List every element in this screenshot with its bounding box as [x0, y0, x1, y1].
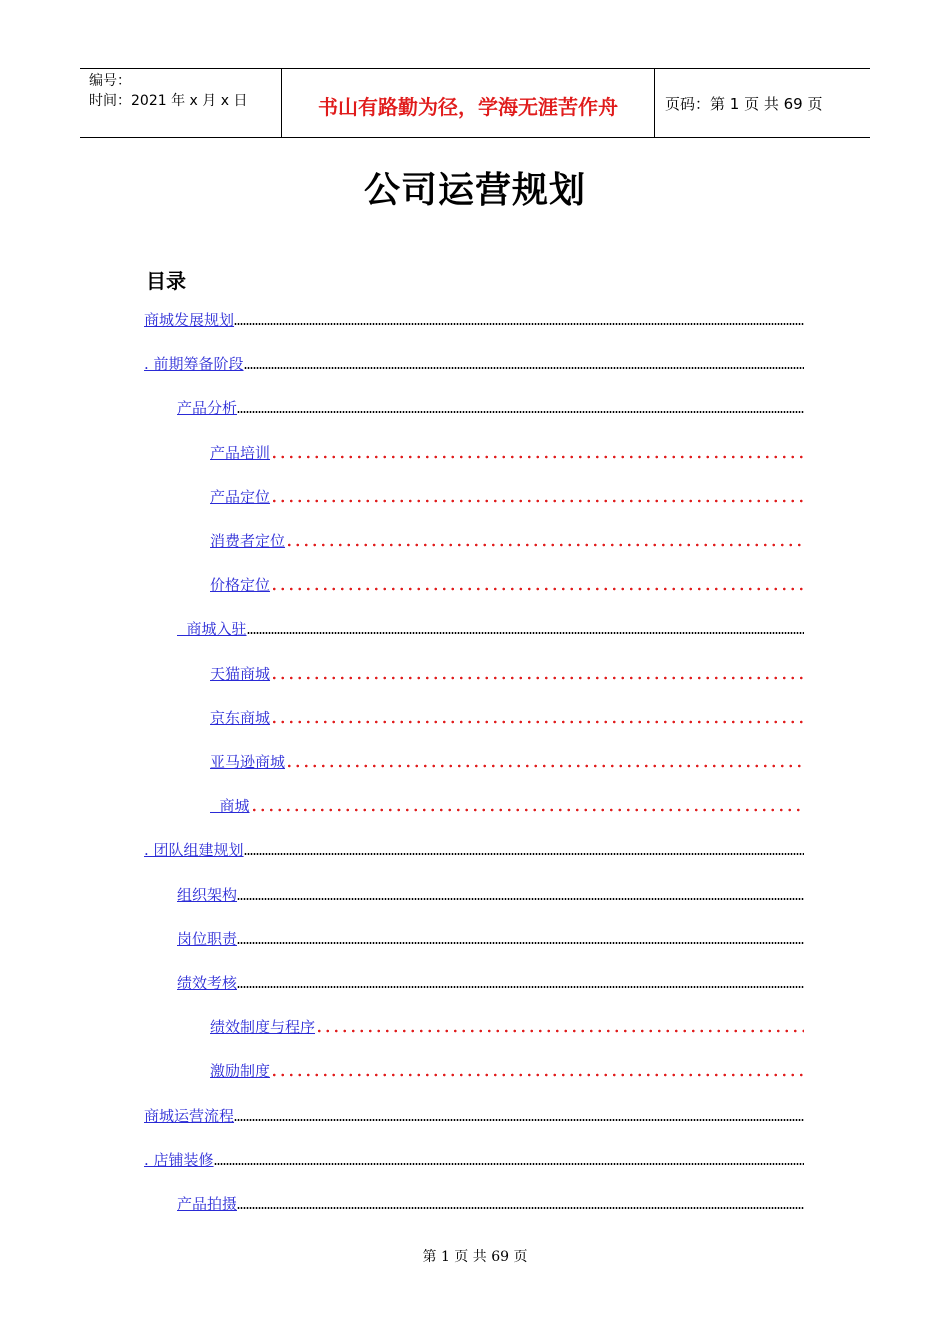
toc-dot-leader	[237, 985, 804, 989]
document-date: 时间：2021 年 x 月 x 日	[89, 93, 248, 109]
toc-entry-link[interactable]: 激励制度	[210, 1062, 271, 1081]
toc-entry[interactable]	[210, 1013, 804, 1037]
toc-heading: 目录	[146, 269, 186, 293]
toc-dot-leader	[315, 1029, 804, 1033]
toc-dot-leader	[270, 676, 804, 680]
toc-dot-leader	[270, 587, 804, 591]
toc-dot-leader	[237, 410, 804, 414]
toc-entry-link[interactable]: 价格定位	[210, 576, 271, 595]
toc-entry[interactable]	[177, 615, 804, 639]
toc-entry-link[interactable]: 商城入驻	[177, 620, 247, 639]
toc-entry[interactable]	[210, 483, 804, 507]
toc-entry[interactable]	[210, 571, 804, 595]
toc-entry[interactable]	[144, 306, 804, 330]
toc-entry-link[interactable]: 产品分析	[177, 399, 238, 418]
toc-dot-leader	[244, 852, 804, 856]
toc-entry[interactable]	[210, 792, 804, 816]
page-footer: 第 1 页 共 69 页	[422, 1249, 528, 1265]
toc-dot-leader	[250, 808, 804, 812]
toc-entry[interactable]	[144, 836, 804, 860]
toc-entry-link[interactable]: 商城发展规划	[144, 311, 235, 329]
toc-entry[interactable]	[144, 350, 804, 374]
toc-entry[interactable]	[210, 439, 804, 463]
toc-entry-link[interactable]: . 团队组建规划	[144, 841, 244, 860]
toc-entry-link[interactable]: 京东商城	[210, 708, 271, 727]
toc-entry[interactable]	[177, 969, 804, 993]
toc-dot-leader	[234, 322, 804, 326]
toc-entry[interactable]	[210, 704, 804, 728]
toc-dot-leader	[285, 764, 804, 768]
toc-entry-link[interactable]: 产品拍摄	[177, 1195, 238, 1213]
toc-entry-link[interactable]: 产品定位	[210, 487, 271, 506]
toc-entry[interactable]	[177, 394, 804, 418]
toc-entry[interactable]	[210, 660, 804, 684]
header-meta	[80, 69, 282, 137]
toc-dot-leader	[234, 1118, 804, 1122]
toc-dot-leader	[270, 720, 804, 724]
toc-entry[interactable]	[144, 1102, 804, 1126]
toc-entry-link[interactable]: 组织架构	[177, 885, 238, 904]
toc-dot-leader	[247, 631, 804, 635]
toc-dot-leader	[285, 543, 804, 547]
toc-dot-leader	[244, 366, 804, 370]
toc-dot-leader	[237, 897, 804, 901]
toc-dot-leader	[270, 499, 804, 503]
toc-entry-link[interactable]: 产品培训	[210, 443, 271, 462]
toc-dot-leader	[237, 941, 804, 945]
header-motto: 书山有路勤为径，学海无涯苦作舟	[282, 69, 655, 137]
toc-entry-link[interactable]: . 前期筹备阶段	[144, 355, 244, 374]
toc-entry-link[interactable]: 天猫商城	[210, 664, 271, 683]
toc-entry[interactable]	[177, 1190, 804, 1214]
toc-dot-leader	[270, 1073, 804, 1077]
toc-entry-link[interactable]: 商城	[210, 797, 250, 816]
toc-entry-link[interactable]: 消费者定位	[210, 532, 286, 550]
toc-entry[interactable]	[177, 881, 804, 905]
toc-entry[interactable]	[210, 1057, 804, 1081]
toc-entry[interactable]	[144, 1146, 804, 1170]
toc-entry-link[interactable]: 绩效制度与程序	[210, 1018, 316, 1037]
toc-dot-leader	[270, 455, 804, 459]
toc-entry[interactable]	[210, 527, 804, 551]
toc-dot-leader	[214, 1162, 804, 1166]
page-header	[80, 68, 870, 138]
toc-entry-link[interactable]: 绩效考核	[177, 974, 238, 992]
toc-entry-link[interactable]: 岗位职责	[177, 929, 238, 948]
toc-entry[interactable]	[210, 748, 804, 772]
document-number-label: 编号：	[89, 73, 131, 89]
document-title: 公司运营规划	[363, 170, 586, 211]
toc-entry[interactable]	[177, 925, 804, 949]
toc-entry-link[interactable]: 商城运营流程	[144, 1106, 235, 1125]
toc-entry-link[interactable]: 亚马逊商城	[210, 753, 286, 771]
toc-entry-link[interactable]: . 店铺装修	[144, 1150, 214, 1169]
toc-dot-leader	[237, 1206, 804, 1210]
header-page-info: 页码：第 1 页 共 69 页	[665, 94, 823, 113]
